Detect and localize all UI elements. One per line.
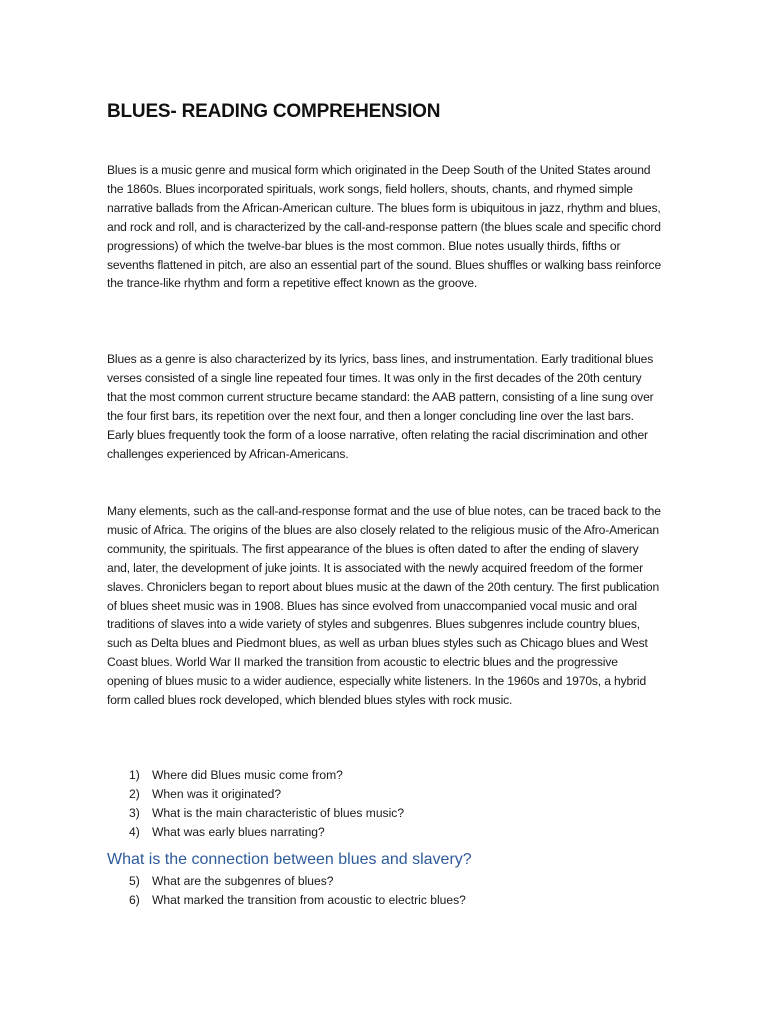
question-text: Where did Blues music come from? [152, 768, 343, 782]
paragraph-origins: Blues is a music genre and musical form which originated in the Deep South of the United States around the 1860s. Blues incorporated spirituals, work songs, field hollers, shouts, chants, and rhymed simple narrative ballads from the African-American culture. The blues form is ubiquitous in jazz, rhythm and blues, and rock and roll, and is characterized by the call-and-response pattern (the blues scale and specific chord progressions) of which the twelve-bar blues is the most common. Blue notes usually thirds, fifths or sevenths flattened in pitch, are also an essential part of the sound. Blues shuffles or walking bass reinforce the trance-like rhythm and form a repetitive effect known as the groove. [107, 163, 662, 291]
question-text: What marked the transition from acoustic to electric blues? [152, 892, 466, 907]
question-text: What is the main characteristic of blues music? [152, 805, 405, 820]
question-number: 6) [129, 892, 140, 907]
question-number: 5) [129, 874, 140, 888]
list-item [107, 823, 404, 842]
questions-list-part2 [107, 872, 466, 910]
paragraph-history: Many elements, such as the call-and-response format and the use of blue notes, can be traced back to the music of Africa. The origins of the blues are also closely related to the religious music of the Afro-American community, the spirituals. The first appearance of the blues is often dated to after the ending of slavery and, later, the development of juke joints. It is associated with the newly acquired freedom of the former slaves. Chroniclers began to report about blues music at the dawn of the 20th century. The first publication of blues sheet music was in 1908. Blues has since evolved from unaccompanied vocal music and oral traditions of slaves into a wide variety of styles and subgenres. Blues subgenres include country blues, such as Delta blues and Piedmont blues, as well as urban blues styles such as Chicago blues and West Coast blues. World War II marked the transition from acoustic to electric blues and the progressive opening of blues music to a wider audience, especially white listeners. In the 1960s and 1970s, a hybrid form called blues rock developed, which blended blues styles with rock music. [107, 504, 661, 708]
question-number: 1) [129, 768, 140, 782]
list-item [107, 891, 466, 910]
questions-list-part1 [107, 766, 404, 842]
paragraph-genre-characteristics: Blues as a genre is also characterized by its lyrics, bass lines, and instrumentation. Early traditional blues verses consisted of a single line repeated four times. It was only in the first decades of the 20th century that the most common current structure became standard: the AAB pattern, consisting of a line sung over the four first bars, its repetition over the next four, and then a longer concluding line over the last bars. Early blues frequently took the form of a loose narrative, often relating the racial discrimination and other challenges experienced by African-Americans. [107, 352, 654, 461]
question-text: What are the subgenres of blues? [152, 874, 334, 888]
document-title: BLUES- READING COMPREHENSION [107, 101, 441, 122]
list-item [107, 766, 404, 785]
question-number: 3) [129, 805, 140, 820]
section-subheading: What is the connection between blues and slavery? [107, 851, 472, 868]
question-text: What was early blues narrating? [152, 824, 325, 839]
list-item [107, 785, 404, 804]
question-number: 4) [129, 824, 140, 839]
list-item [107, 804, 404, 823]
question-text: When was it originated? [152, 786, 282, 801]
list-item [107, 872, 466, 891]
question-number: 2) [129, 786, 140, 801]
